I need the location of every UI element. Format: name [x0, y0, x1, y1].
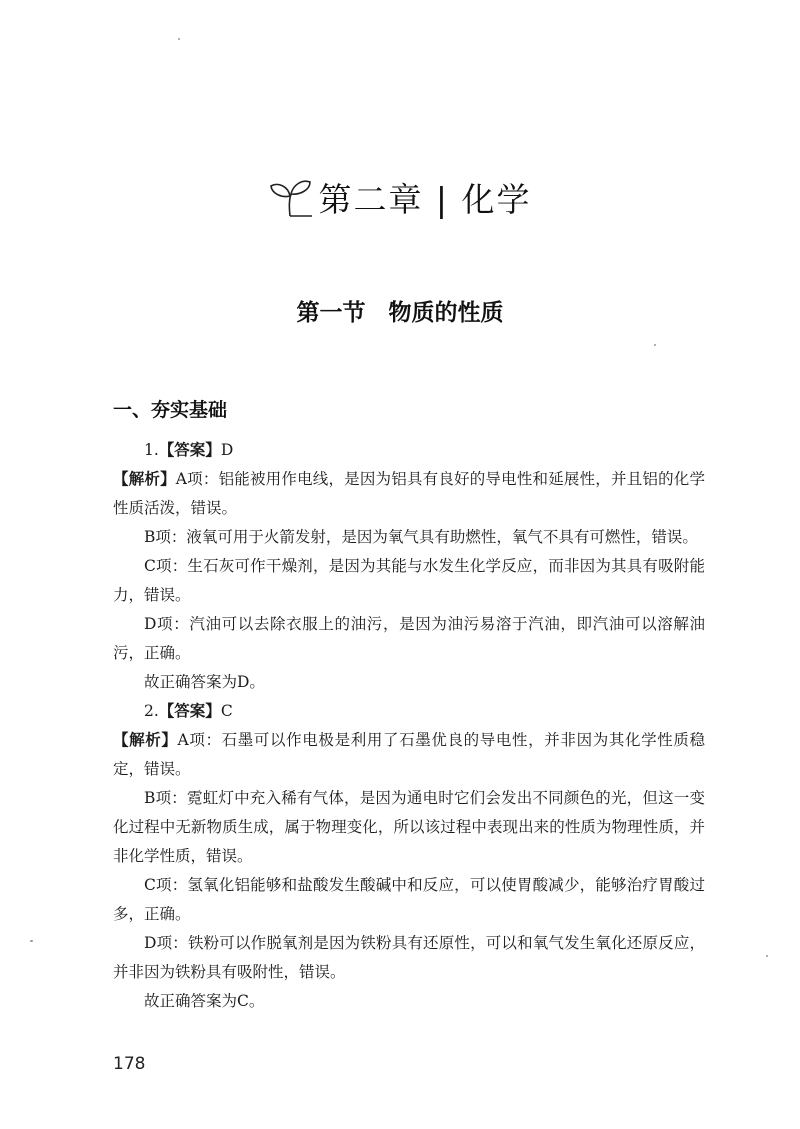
q2-option-a: A项：石墨可以作电极是利用了石墨优良的导电性，并非因为其化学性质稳定，错误。	[113, 731, 705, 778]
q2-option-c: C项：氢氧化铝能够和盐酸发生酸碱中和反应，可以使胃酸减少，能够治疗胃酸过多，正确。	[113, 876, 705, 923]
section-title: 第一节 物质的性质	[296, 300, 504, 326]
q1-number: 1.	[144, 441, 159, 459]
answer-content	[113, 436, 705, 1016]
analysis-tag: 【解析】	[113, 731, 178, 749]
q2-answer-line	[113, 697, 705, 726]
q2-option-b: B项：霓虹灯中充入稀有气体，是因为通电时它们会发出不同颜色的光，但这一变化过程中无新物质生成，属于物理变化，所以该过程中表现出来的性质为物理性质，并非化学性质，错误。	[113, 789, 705, 865]
q2-number: 2.	[144, 702, 159, 720]
part-heading: 一、夯实基础	[113, 399, 228, 421]
scan-speck	[654, 344, 656, 346]
chapter-header	[0, 172, 800, 222]
page-number: 178	[113, 1054, 146, 1074]
q1-answer: D	[220, 441, 234, 459]
analysis-tag: 【解析】	[113, 470, 176, 488]
q2-analysis-a	[113, 726, 705, 784]
sprout-icon	[268, 176, 314, 220]
answer-tag: 【答案】	[158, 702, 221, 720]
scan-speck	[30, 940, 33, 942]
scan-speck	[178, 38, 180, 40]
chapter-title: 第二章 | 化学	[318, 179, 532, 219]
q1-option-b: B项：液氧可用于火箭发射，是因为氧气具有助燃性，氧气不具有可燃性，错误。	[144, 528, 698, 546]
q1-option-a: A项：铝能被用作电线，是因为铝具有良好的导电性和延展性，并且铝的化学性质活泼，错误。	[113, 470, 705, 517]
q1-option-c: C项：生石灰可作干燥剂，是因为其能与水发生化学反应，而非因为其具有吸附能力，错误。	[113, 557, 705, 604]
q2-answer: C	[220, 702, 233, 720]
q1-answer-line	[113, 436, 705, 465]
q2-conclusion: 故正确答案为C。	[144, 992, 265, 1010]
scan-speck	[766, 955, 768, 957]
q1-analysis-a	[113, 465, 705, 523]
q2-option-d: D项：铁粉可以作脱氧剂是因为铁粉具有还原性，可以和氧气发生氧化还原反应，并非因为铁粉具有吸附性，错误。	[113, 934, 705, 981]
answer-tag: 【答案】	[158, 441, 221, 459]
q1-conclusion: 故正确答案为D。	[144, 673, 265, 691]
q1-option-d: D项：汽油可以去除衣服上的油污，是因为油污易溶于汽油，即汽油可以溶解油污，正确。	[113, 615, 705, 662]
